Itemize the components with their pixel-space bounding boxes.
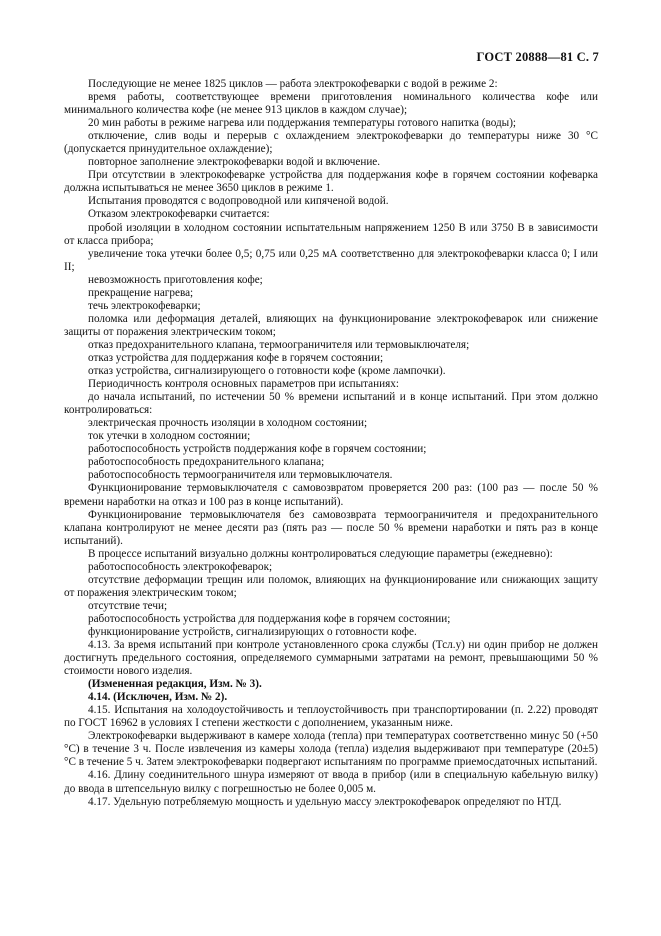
paragraph: ток утечки в холодном состоянии; — [88, 430, 251, 443]
paragraph: Периодичность контроля основных параметров при испытаниях: — [88, 378, 399, 391]
paragraph: время работы, соответствующее времени приготовления номинального количества кофе или минимального количества кофе (не менее 913 циклов в каждом случае); — [64, 91, 598, 117]
paragraph: течь электрокофеварки; — [88, 299, 201, 312]
paragraph: В процессе испытаний визуально должны контролироваться следующие параметры (ежедневно): — [88, 547, 553, 560]
paragraph: работоспособность предохранительного клапана; — [88, 456, 325, 469]
paragraph: Электрокофеварки выдерживают в камере холода (тепла) при температурах соответственно минус 50 (+50 °С) в течение 3 ч. После извлечения из камеры холода (тепла) изделия выдерживают при температуре (20±5) °С в течение 5 ч. Затем электрокофеварки подвергают испытаниям по программе приемосдаточных испытаний. — [64, 730, 598, 769]
paragraph: функционирование устройств, сигнализирующих о готовности кофе. — [88, 625, 417, 638]
paragraph: работоспособность устройств поддержания кофе в горячем состоянии; — [88, 443, 427, 456]
paragraph: повторное заполнение электрокофеварки водой и включение. — [88, 156, 381, 169]
paragraph: отказ предохранительного клапана, термоограничителя или термовыключателя; — [88, 338, 470, 351]
page-header: ГОСТ 20888—81 С. 7 — [476, 50, 599, 64]
paragraph: 4.14. (Исключен, Изм. № 2). — [88, 691, 228, 704]
paragraph: Отказом электрокофеварки считается: — [88, 208, 270, 221]
paragraph: 4.16. Длину соединительного шнура измеряют от ввода в прибор (или в специальную кабельную вилку) до ввода в штепсельную вилку с погрешностью не более 0,005 м. — [64, 769, 598, 795]
paragraph: отсутствие течи; — [88, 599, 168, 612]
paragraph: (Измененная редакция, Изм. № 3). — [88, 678, 262, 691]
paragraph: прекращение нагрева; — [88, 286, 194, 299]
paragraph: отсутствие деформации трещин или поломок, влияющих на функционирование или снижающих защиту от поражения электрическим током; — [64, 573, 598, 599]
paragraph: Испытания проводятся с водопроводной или кипяченой водой. — [88, 195, 389, 208]
paragraph: Последующие не менее 1825 циклов — работа электрокофеварки с водой в режиме 2: — [88, 78, 498, 90]
paragraph: отказ устройства для поддержания кофе в горячем состоянии; — [88, 351, 384, 364]
paragraph: увеличение тока утечки более 0,5; 0,75 или 0,25 мА соответственно для электрокофеварки класса 0; I или II; — [64, 247, 598, 273]
paragraph: 20 мин работы в режиме нагрева или поддержания температуры готового напитка (воды); — [88, 117, 517, 130]
paragraph: работоспособность термоограничителя или термовыключателя. — [88, 469, 393, 482]
paragraph: невозможность приготовления кофе; — [88, 273, 263, 286]
paragraph: работоспособность устройства для поддержания кофе в горячем состоянии; — [88, 612, 451, 625]
paragraph: 4.13. За время испытаний при контроле установленного срока службы (Тсл.у) ни один прибор не должен достигнуть предельного состояния, определяемого суммарными затратами на ремонт, превышающими 50 % стоимости нового изделия. — [64, 639, 598, 678]
paragraph: электрическая прочность изоляции в холодном состоянии; — [88, 417, 368, 430]
paragraph: Функционирование термовыключателя с самовозвратом проверяется 200 раз: (100 раз — после 50 % времени наработки на отказ и 100 раз в конце испытаний). — [64, 482, 598, 508]
paragraph: отказ устройства, сигнализирующего о готовности кофе (кроме лампочки). — [88, 365, 446, 378]
document-body — [64, 78, 598, 809]
paragraph: до начала испытаний, по истечении 50 % времени испытаний и в конце испытаний. При этом должно контролироваться: — [64, 391, 598, 417]
paragraph: 4.15. Испытания на холодоустойчивость и теплоустойчивость при транспортировании (п. 2.22) проводят по ГОСТ 16962 в условиях I степени жесткости с дополнением, указанным ниже. — [64, 704, 598, 730]
paragraph: пробой изоляции в холодном состоянии испытательным напряжением 1250 В или 3750 В в зависимости от класса прибора; — [64, 221, 598, 247]
paragraph: работоспособность электрокофеварок; — [88, 560, 273, 573]
paragraph: поломка или деформация деталей, влияющих на функционирование электрокофеварок или снижение защиты от поражения электрическим током; — [64, 312, 598, 338]
paragraph: При отсутствии в электрокофеварке устройства для поддержания кофе в горячем состоянии кофеварка должна испытываться не менее 3650 циклов в режиме 1. — [64, 169, 598, 195]
paragraph: 4.17. Удельную потребляемую мощность и удельную массу электрокофеварок определяют по НТД. — [88, 795, 562, 808]
paragraph: отключение, слив воды и перерыв с охлаждением электрокофеварки до температуры ниже 30 °С (допускается принудительное охлаждение); — [64, 130, 598, 156]
paragraph: Функционирование термовыключателя без самовозврата термоограничителя и предохранительного клапана контролируют не менее десяти раз (пять раз — после 50 % времени наработки и пять раз в конце испытаний). — [64, 508, 598, 547]
